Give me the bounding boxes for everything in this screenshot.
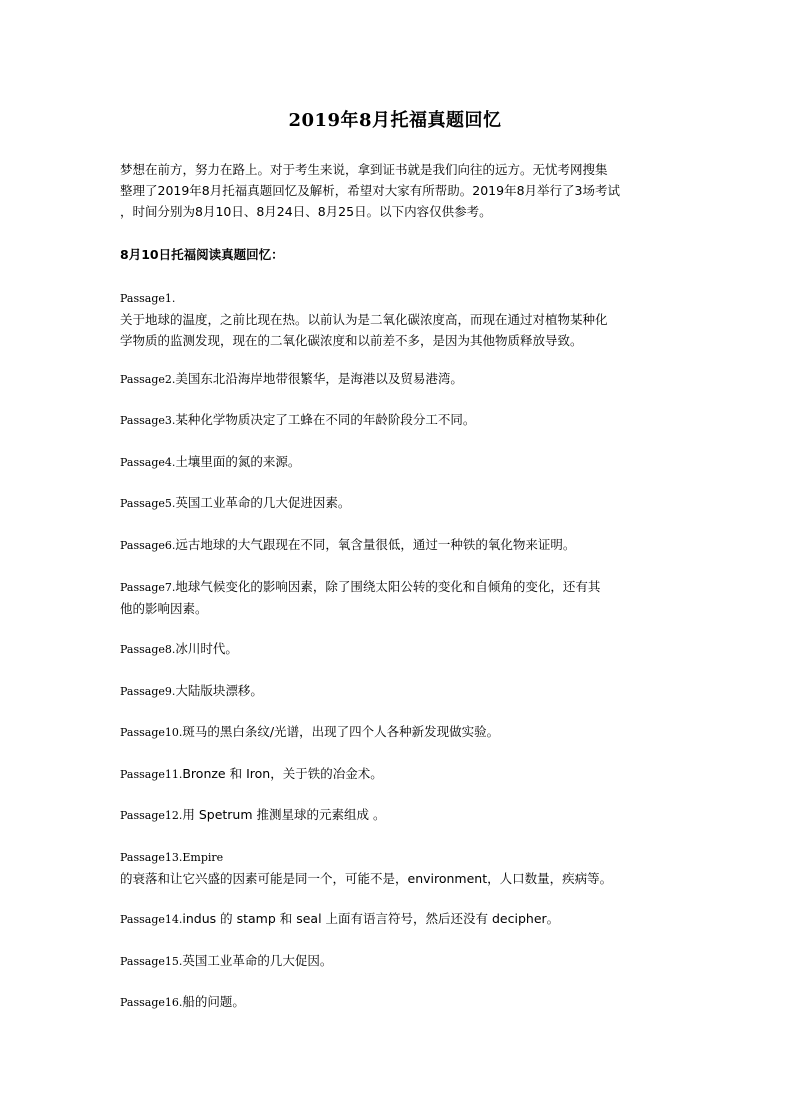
passage-item (120, 763, 680, 785)
passage-label: Passage8. (120, 643, 176, 656)
passage-text: 斑马的黑白条纹/光谱，出现了四个人各种新发现做实验。 (182, 724, 500, 739)
passage-label: Passage12. (120, 809, 183, 822)
passage-label: Passage2. (120, 373, 176, 386)
intro-line: ，时间分别为8月10日、8月24日、8月25日。以下内容仅供参考。 (120, 204, 492, 219)
passage-item (120, 991, 680, 1013)
passage-item (120, 368, 680, 390)
passage-text: 美国东北沿海岸地带很繁华，是海港以及贸易港湾。 (175, 371, 463, 386)
intro-line: 梦想在前方，努力在路上。对于考生来说，拿到证书就是我们向往的远方。无忧考网搜集 (120, 162, 608, 177)
passage-text: 学物质的监测发现，现在的二氧化碳浓度和以前差不多，是因为其他物质释放导致。 (120, 333, 583, 348)
passage-item (120, 804, 680, 826)
passage-item (120, 638, 680, 660)
passage-label: Passage1. (120, 292, 176, 305)
passage-item (120, 451, 680, 473)
passage-text: 英国工业革命的几大促进因素。 (175, 495, 351, 510)
passage-text: indus 的 stamp 和 seal 上面有语言符号，然后还没有 decipher。 (182, 911, 560, 926)
passage-label: Passage13.Empire (120, 851, 224, 864)
passage-item (120, 847, 680, 889)
passage-label: Passage11. (120, 768, 183, 781)
passage-text: 船的问题。 (182, 994, 245, 1009)
page-title: 2019年8月托福真题回忆 (288, 110, 502, 131)
passage-label: Passage9. (120, 685, 176, 698)
passage-text: 大陆版块漂移。 (175, 683, 263, 698)
passage-item (120, 680, 680, 702)
passage-text: Bronze 和 Iron，关于铁的冶金术。 (182, 766, 383, 781)
passage-text: 某种化学物质决定了工蜂在不同的年龄阶段分工不同。 (175, 412, 476, 427)
passage-item (120, 492, 680, 514)
passage-text: 英国工业革命的几大促因。 (182, 953, 333, 968)
passage-text: 关于地球的温度，之前比现在热。以前认为是二氧化碳浓度高，而现在通过对植物某种化 (120, 312, 608, 327)
passage-label: Passage7. (120, 581, 176, 594)
passage-text: 冰川时代。 (175, 641, 238, 656)
passage-label: Passage6. (120, 539, 176, 552)
passage-text: 用 Spetrum 推测星球的元素组成 。 (182, 807, 386, 822)
passage-label: Passage14. (120, 913, 183, 926)
passage-item (120, 950, 680, 972)
intro-line: 整理了2019年8月托福真题回忆及解析，希望对大家有所帮助。2019年8月举行了3场考试 (120, 183, 620, 198)
passage-label: Passage10. (120, 726, 183, 739)
passage-label: Passage5. (120, 497, 176, 510)
passage-text: 远古地球的大气跟现在不同，氧含量很低，通过一种铁的氧化物来证明。 (175, 537, 576, 552)
passage-item (120, 409, 680, 431)
intro-paragraph (120, 159, 675, 222)
passage-text: 地球气候变化的影响因素，除了围绕太阳公转的变化和自倾角的变化，还有其 (175, 579, 601, 594)
passage-item (120, 288, 680, 351)
passage-text: 的衰落和让它兴盛的因素可能是同一个，可能不是，environment，人口数量，疾病等。 (120, 871, 613, 886)
passage-item (120, 576, 680, 619)
passage-item (120, 908, 680, 930)
passage-text: 土壤里面的氮的来源。 (175, 454, 301, 469)
passage-label: Passage16. (120, 996, 183, 1009)
passage-text: 他的影响因素。 (120, 601, 208, 616)
passage-label: Passage15. (120, 955, 183, 968)
section-heading: 8月10日托福阅读真题回忆： (120, 247, 284, 262)
passage-label: Passage3. (120, 414, 176, 427)
passage-label: Passage4. (120, 456, 176, 469)
passage-item (120, 721, 680, 743)
passage-item (120, 534, 680, 556)
